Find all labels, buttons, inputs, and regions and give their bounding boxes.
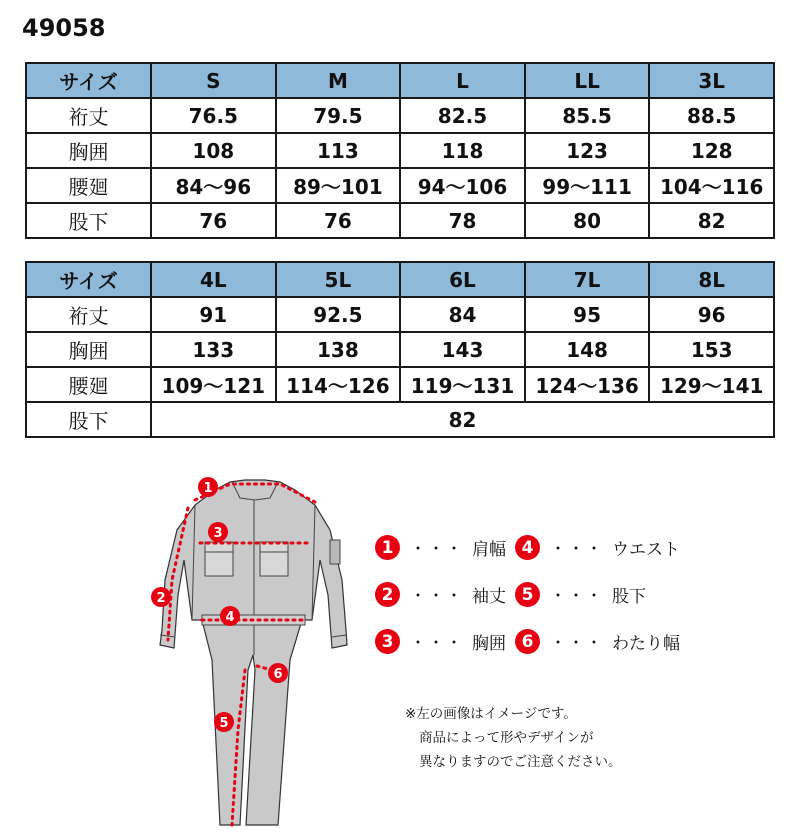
- legend-label: ウエスト: [612, 540, 681, 560]
- number-badge-icon: 2: [375, 582, 400, 607]
- marker-6-icon: [268, 663, 288, 683]
- svg-text:3: 3: [213, 526, 223, 541]
- table-cell: 114〜126: [276, 367, 401, 402]
- header-cell: S: [151, 63, 276, 98]
- table-cell: 80: [525, 203, 650, 238]
- table-cell: 95: [525, 297, 650, 332]
- table-cell: 88.5: [649, 98, 774, 133]
- legend-item: [375, 582, 506, 607]
- legend-item: [375, 535, 506, 560]
- header-cell: 3L: [649, 63, 774, 98]
- number-badge-icon: 5: [515, 582, 540, 607]
- legend-label: わたり幅: [612, 634, 681, 654]
- svg-text:2: 2: [156, 591, 166, 606]
- header-cell: M: [276, 63, 401, 98]
- header-cell: L: [400, 63, 525, 98]
- table-cell: 78: [400, 203, 525, 238]
- legend-label: 股下: [612, 587, 647, 607]
- table-cell: 143: [400, 332, 525, 367]
- legend-label: 肩幅: [472, 540, 507, 560]
- table-row: [26, 402, 774, 437]
- table-cell: 113: [276, 133, 401, 168]
- table-cell: 89〜101: [276, 168, 401, 203]
- number-badge-icon: 4: [515, 535, 540, 560]
- table-cell: 76: [276, 203, 401, 238]
- legend-label: 袖丈: [472, 587, 507, 607]
- table-cell: 129〜141: [649, 367, 774, 402]
- table-cell: 108: [151, 133, 276, 168]
- table-row: [26, 332, 774, 367]
- table-row: [26, 203, 774, 238]
- number-badge-icon: 3: [375, 629, 400, 654]
- table-cell-merged: 82: [151, 402, 774, 437]
- row-label: 裄丈: [26, 98, 151, 133]
- header-cell: 4L: [151, 262, 276, 297]
- number-badge-icon: 1: [375, 535, 400, 560]
- table-cell: 82.5: [400, 98, 525, 133]
- table-header-row: [26, 63, 774, 98]
- table-cell: 82: [649, 203, 774, 238]
- table-cell: 76: [151, 203, 276, 238]
- note-line: 異なりますのでご注意ください。: [419, 754, 622, 770]
- legend-item: [515, 535, 680, 560]
- marker-4-icon: [220, 606, 240, 626]
- table-cell: 84: [400, 297, 525, 332]
- table-cell: 85.5: [525, 98, 650, 133]
- table-cell: 118: [400, 133, 525, 168]
- row-label: 腰廻: [26, 168, 151, 203]
- note-line: ※左の画像はイメージです。: [405, 706, 577, 722]
- table-cell: 96: [649, 297, 774, 332]
- table-cell: 91: [151, 297, 276, 332]
- table-row: [26, 168, 774, 203]
- leader-dots: ・・・: [550, 633, 605, 652]
- leader-dots: ・・・: [550, 539, 605, 558]
- table-row: [26, 133, 774, 168]
- note-line: 商品によって形やデザインが: [419, 730, 594, 746]
- table-cell: 123: [525, 133, 650, 168]
- table-row: [26, 297, 774, 332]
- table-cell: 92.5: [276, 297, 401, 332]
- leader-dots: ・・・: [410, 539, 465, 558]
- number-badge-icon: 6: [515, 629, 540, 654]
- marker-2-icon: [151, 587, 171, 607]
- legend-item: [515, 629, 680, 654]
- marker-1-icon: [198, 477, 218, 497]
- svg-text:6: 6: [273, 667, 283, 682]
- table-cell: 148: [525, 332, 650, 367]
- row-label: 胸囲: [26, 332, 151, 367]
- marker-3-icon: [208, 522, 228, 542]
- table-cell: 76.5: [151, 98, 276, 133]
- legend-item: [515, 582, 646, 607]
- table-row: [26, 98, 774, 133]
- table-cell: 128: [649, 133, 774, 168]
- table-cell: 109〜121: [151, 367, 276, 402]
- product-code: 49058: [22, 14, 106, 42]
- table-row: [26, 367, 774, 402]
- table-cell: 133: [151, 332, 276, 367]
- row-label: 股下: [26, 203, 151, 238]
- leader-dots: ・・・: [410, 633, 465, 652]
- size-table-2: [25, 261, 775, 438]
- svg-text:4: 4: [225, 610, 235, 625]
- size-table-1: [25, 62, 775, 239]
- table-cell: 153: [649, 332, 774, 367]
- legend-item: [375, 629, 506, 654]
- table-cell: 124〜136: [525, 367, 650, 402]
- table-cell: 104〜116: [649, 168, 774, 203]
- table-cell: 99〜111: [525, 168, 650, 203]
- header-cell-size: サイズ: [26, 262, 151, 297]
- header-cell: 5L: [276, 262, 401, 297]
- leader-dots: ・・・: [550, 586, 605, 605]
- coverall-illustration: [150, 470, 360, 830]
- row-label: 裄丈: [26, 297, 151, 332]
- table-cell: 84〜96: [151, 168, 276, 203]
- svg-text:5: 5: [219, 716, 229, 731]
- header-cell-size: サイズ: [26, 63, 151, 98]
- row-label: 股下: [26, 402, 151, 437]
- table-cell: 119〜131: [400, 367, 525, 402]
- disclaimer-note: [405, 702, 622, 774]
- row-label: 胸囲: [26, 133, 151, 168]
- leader-dots: ・・・: [410, 586, 465, 605]
- table-cell: 94〜106: [400, 168, 525, 203]
- legend-label: 胸囲: [472, 634, 507, 654]
- table-cell: 79.5: [276, 98, 401, 133]
- header-cell: 8L: [649, 262, 774, 297]
- svg-text:1: 1: [203, 481, 213, 496]
- marker-5-icon: [214, 712, 234, 732]
- table-cell: 138: [276, 332, 401, 367]
- table-header-row: [26, 262, 774, 297]
- header-cell: LL: [525, 63, 650, 98]
- row-label: 腰廻: [26, 367, 151, 402]
- header-cell: 6L: [400, 262, 525, 297]
- header-cell: 7L: [525, 262, 650, 297]
